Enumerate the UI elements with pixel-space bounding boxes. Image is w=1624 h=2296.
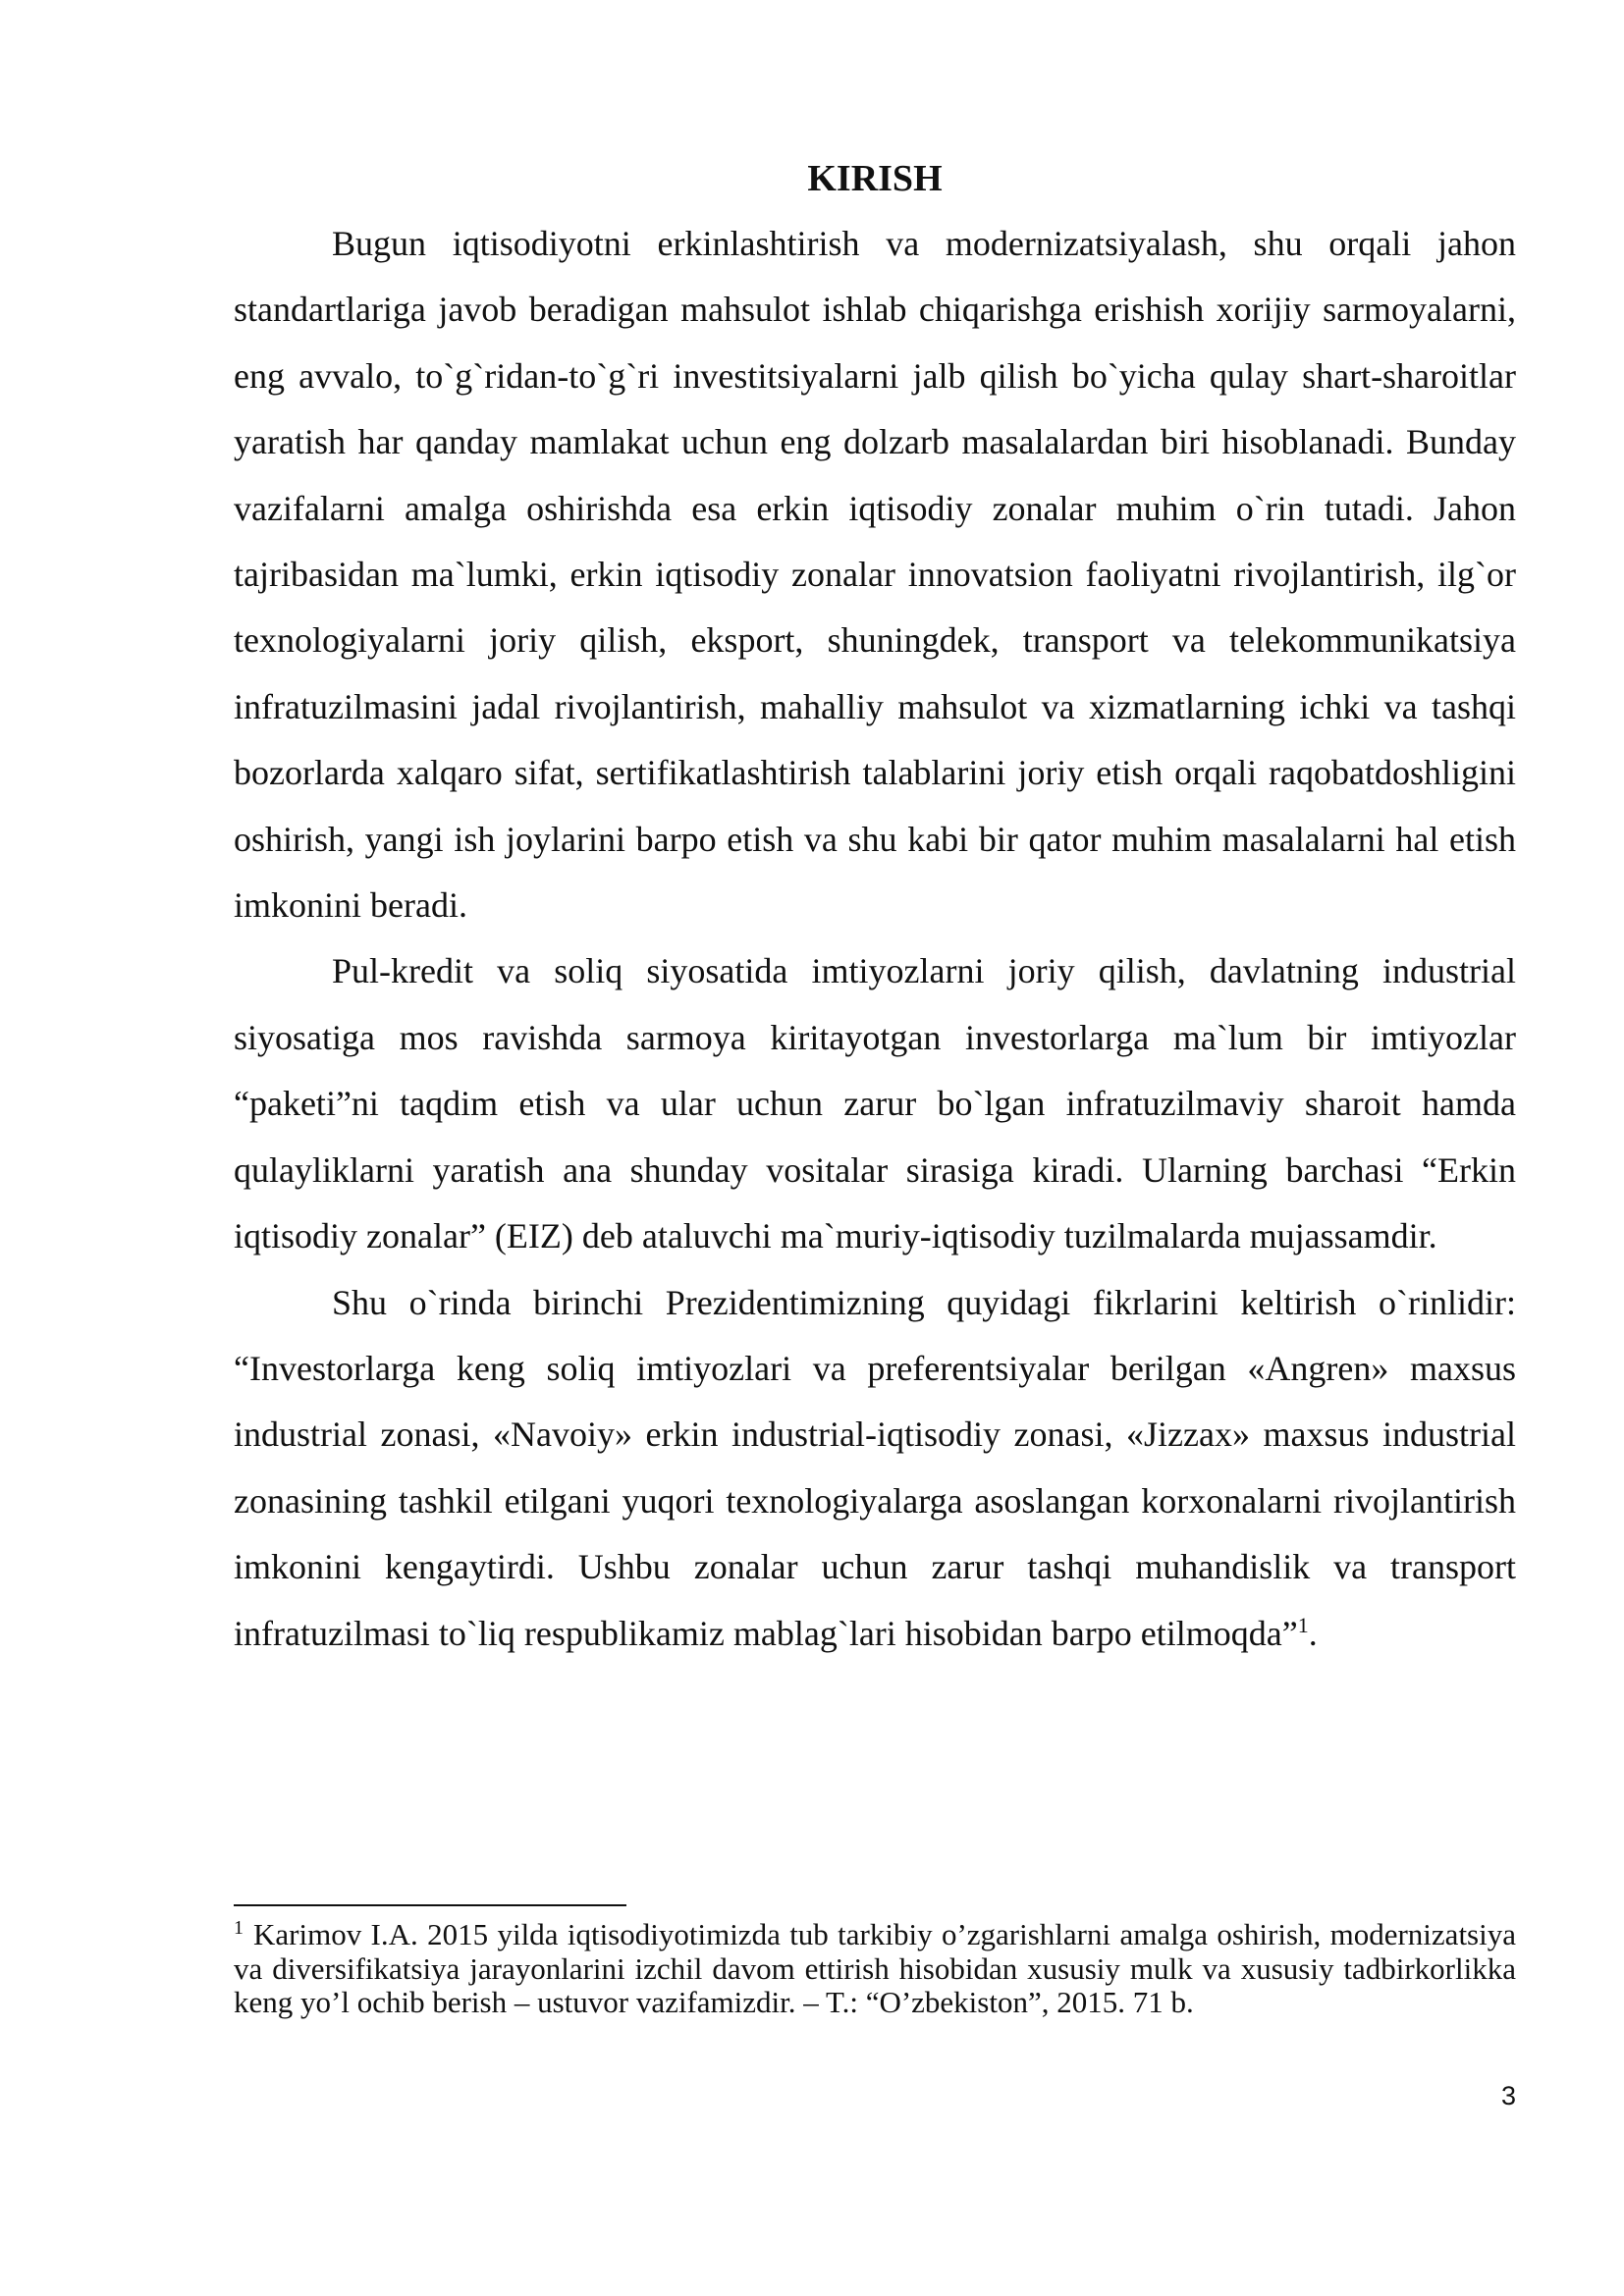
paragraph-1: Bugun iqtisodiyotni erkinlashtirish va modernizatsiyalash, shu orqali jahon standartlariga javob beradigan mahsulot ishlab chiqarishga erishish xorijiy sarmoyalarni, eng avvalo, to`g`ridan-to`g`ri investitsiyalarni jalb qilish bo`yicha qulay shart-sharoitlar yaratish har qanday mamlakat uchun eng dolzarb masalalardan biri hisoblanadi. Bunday vazifalarni amalga oshirishda esa erkin iqtisodiy zonalar muhim o`rin tutadi. Jahon tajribasidan ma`lumki, erkin iqtisodiy zonalar innovatsion faoliyatni rivojlantirish, ilg`or texnologiyalarni joriy qilish, eksport, shuningdek, transport va telekommunikatsiya infratuzilmasini jadal rivojlantirish, mahalliy mahsulot va xizmatlarning ichki va tashqi bozorlarda xalqaro sifat, sertifikatlashtirish talablarini joriy etish orqali raqobatdoshligini oshirish, yangi ish joylarini barpo etish va shu kabi bir qator muhim masalalarni hal etish imkonini beradi. [234, 224, 1516, 926]
paragraph-3-text: Shu o`rinda birinchi Prezidentimizning quyidagi fikrlarini keltirish o`rinlidir: “Investorlarga keng soliq imtiyozlari va preferentsiyalar berilgan «Angren» maxsus industrial zonasi, «Navoiy» erkin industrial-iqtisodiy zonasi, «Jizzax» maxsus industrial zonasining tashkil etilgani yuqori texnologiyalarga asoslangan korxonalarni rivojlantirish imkonini kengaytirdi. Ushbu zonalar uchun zarur tashqi muhandislik va transport infratuzilmasi to`liq respublikamiz mablag`lari hisobidan barpo etilmoqda” [234, 1282, 1516, 1653]
footnote-divider [234, 1904, 626, 1906]
footnote-reference[interactable]: 1 [1297, 1612, 1309, 1637]
body-text [234, 211, 1516, 1667]
paragraph-3 [234, 1270, 1516, 1667]
footnote-text: Karimov I.A. 2015 yilda iqtisodiyotimizda tub tarkibiy o’zgarishlarni amalga oshirish, modernizatsiya va diversifikatsiya jarayonlarini izchil davom ettirish hisobidan xususiy mulk va xususiy tadbirkorlikka keng yo’l ochib berish – ustuvor vazifamizdir. – T.: “O’zbekiston”, 2015. 71 b. [234, 1917, 1516, 2019]
footnote-marker: 1 [234, 1916, 244, 1939]
footnote [234, 1918, 1516, 2020]
paragraph-2: Pul-kredit va soliq siyosatida imtiyozlarni joriy qilish, davlatning industrial siyosatiga mos ravishda sarmoya kiritayotgan investorlarga ma`lum bir imtiyozlar “paketi”ni taqdim etish va ular uchun zarur bo`lgan infratuzilmaviy sharoit hamda qulayliklarni yaratish ana shunday vositalar sirasiga kiradi. Ularning barchasi “Erkin iqtisodiy zonalar” (EIZ) deb ataluvchi ma`muriy-iqtisodiy tuzilmalarda mujassamdir. [234, 951, 1516, 1256]
page-title: KIRISH [807, 158, 943, 199]
page-number: 3 [1500, 2081, 1516, 2110]
paragraph-3-end: . [1308, 1613, 1318, 1653]
